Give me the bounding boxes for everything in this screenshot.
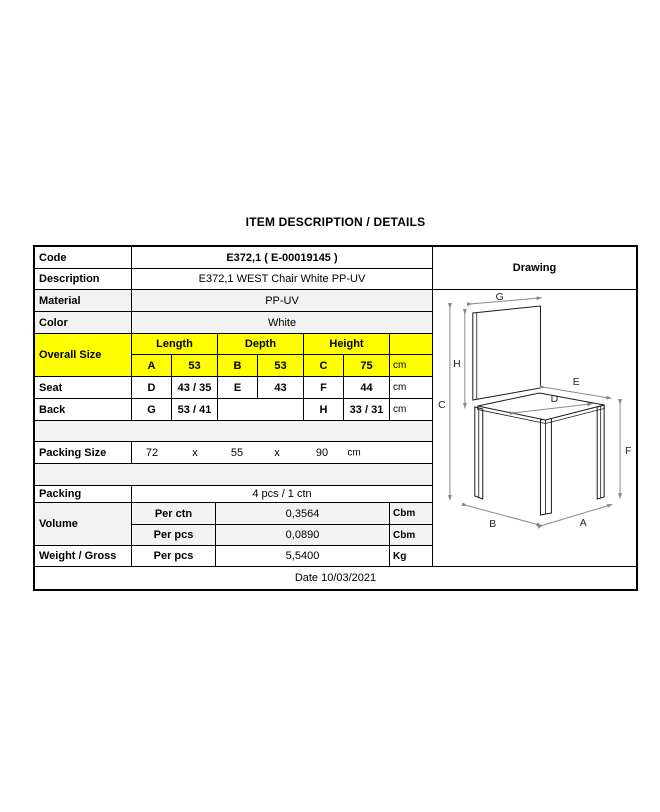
spacer-row bbox=[35, 464, 432, 486]
chair-drawing-svg bbox=[433, 290, 636, 566]
dim-value-e: 43 bbox=[258, 377, 304, 398]
size-col-unit-spacer bbox=[390, 334, 432, 354]
volume-per-pcs-label: Per pcs bbox=[132, 525, 216, 545]
volume-row-pcs bbox=[132, 525, 432, 545]
table-row bbox=[35, 247, 432, 269]
table-main bbox=[35, 247, 636, 567]
weight-row bbox=[35, 546, 432, 566]
chair-drawing bbox=[433, 290, 636, 566]
overall-unit: cm bbox=[393, 360, 407, 371]
seat-row bbox=[35, 377, 432, 399]
volume-per-ctn-label: Per ctn bbox=[132, 503, 216, 524]
seat-label: Seat bbox=[35, 377, 132, 398]
seat-unit: cm bbox=[393, 382, 407, 393]
dim-label-a: A bbox=[579, 517, 587, 530]
dim-value-g: 53 / 41 bbox=[172, 399, 218, 420]
dim-value-c: 75 bbox=[344, 355, 390, 376]
dim-label-b: B bbox=[489, 518, 497, 531]
dim-key-e: E bbox=[218, 377, 258, 398]
color-value: White bbox=[267, 316, 297, 329]
packing-size-row bbox=[35, 442, 432, 464]
material-label: Material bbox=[35, 290, 132, 311]
table-row bbox=[35, 269, 432, 290]
volume-per-ctn-value: 0,3564 bbox=[216, 503, 390, 524]
chair-seat bbox=[478, 393, 604, 420]
packing-label: Packing bbox=[35, 486, 132, 502]
packing-size-unit: cm bbox=[347, 447, 361, 458]
table-row bbox=[35, 290, 432, 312]
dimension-line-b bbox=[465, 505, 540, 525]
size-col-depth: Depth bbox=[218, 334, 304, 354]
dim-label-h: H bbox=[453, 358, 461, 371]
times-symbol: x bbox=[192, 446, 198, 459]
drawing-header: Drawing bbox=[433, 247, 636, 290]
code-label: Code bbox=[35, 247, 132, 268]
volume-per-pcs-unit: Cbm bbox=[393, 529, 416, 541]
date-row bbox=[35, 567, 636, 589]
packing-size-values bbox=[132, 442, 432, 463]
size-col-length: Length bbox=[132, 334, 218, 354]
volume-per-pcs-value: 0,0890 bbox=[216, 525, 390, 545]
spacer-row bbox=[35, 421, 432, 442]
description-value: E372,1 WEST Chair White PP-UV bbox=[198, 273, 366, 285]
overall-size-label: Overall Size bbox=[35, 334, 132, 376]
dim-label-e: E bbox=[572, 376, 580, 389]
dim-key-a: A bbox=[132, 355, 172, 376]
dim-value-a: 53 bbox=[172, 355, 218, 376]
dim-value-h: 33 / 31 bbox=[344, 399, 390, 420]
packing-size-depth: 55 bbox=[230, 446, 244, 459]
volume-block bbox=[35, 503, 432, 546]
dim-key-d: D bbox=[132, 377, 172, 398]
overall-size-values-row bbox=[132, 355, 432, 376]
chair-backrest bbox=[473, 306, 541, 400]
description-label: Description bbox=[35, 269, 132, 289]
volume-label: Volume bbox=[35, 503, 132, 545]
dim-key-f: F bbox=[304, 377, 344, 398]
dim-key-b: B bbox=[218, 355, 258, 376]
dim-key-c: C bbox=[304, 355, 344, 376]
volume-per-ctn-unit: Cbm bbox=[393, 508, 416, 519]
table-row bbox=[35, 312, 432, 334]
volume-row-ctn bbox=[132, 503, 432, 525]
back-unit: cm bbox=[393, 404, 407, 415]
packing-size-width: 72 bbox=[145, 446, 159, 459]
back-row bbox=[35, 399, 432, 421]
color-label: Color bbox=[35, 312, 132, 333]
packing-row bbox=[35, 486, 432, 503]
dim-value-b: 53 bbox=[258, 355, 304, 376]
overall-size-block bbox=[35, 334, 432, 377]
dim-value-d: 43 / 35 bbox=[172, 377, 218, 398]
table-left-section bbox=[35, 247, 432, 566]
dimension-line-g bbox=[470, 298, 540, 304]
weight-per-label: Per pcs bbox=[132, 546, 216, 566]
back-empty-cell bbox=[218, 399, 304, 420]
size-columns bbox=[132, 334, 432, 376]
weight-value: 5,5400 bbox=[216, 546, 390, 566]
dim-key-g: G bbox=[132, 399, 172, 420]
page-title: ITEM DESCRIPTION / DETAILS bbox=[245, 215, 426, 229]
material-value: PP-UV bbox=[265, 294, 299, 307]
weight-label: Weight / Gross bbox=[35, 546, 132, 566]
times-symbol: x bbox=[274, 446, 280, 459]
size-col-height: Height bbox=[304, 334, 390, 354]
chair-leg-front bbox=[540, 418, 551, 515]
back-label: Back bbox=[35, 399, 132, 420]
dim-value-f: 44 bbox=[344, 377, 390, 398]
dim-label-d: D bbox=[550, 393, 559, 406]
dim-label-f: F bbox=[625, 445, 632, 458]
packing-size-height: 90 bbox=[315, 446, 329, 459]
packing-size-label: Packing Size bbox=[35, 442, 132, 463]
drawing-section bbox=[432, 247, 636, 566]
spec-table bbox=[33, 245, 638, 591]
weight-unit: Kg bbox=[393, 550, 407, 562]
dim-label-c: C bbox=[438, 399, 446, 412]
packing-value: 4 pcs / 1 ctn bbox=[252, 488, 312, 500]
date-value: Date 10/03/2021 bbox=[294, 572, 377, 584]
code-value: E372,1 ( E-00019145 ) bbox=[226, 251, 338, 264]
dim-key-h: H bbox=[304, 399, 344, 420]
volume-rows bbox=[132, 503, 432, 545]
size-header-row bbox=[132, 334, 432, 355]
dim-label-g: G bbox=[495, 291, 504, 304]
